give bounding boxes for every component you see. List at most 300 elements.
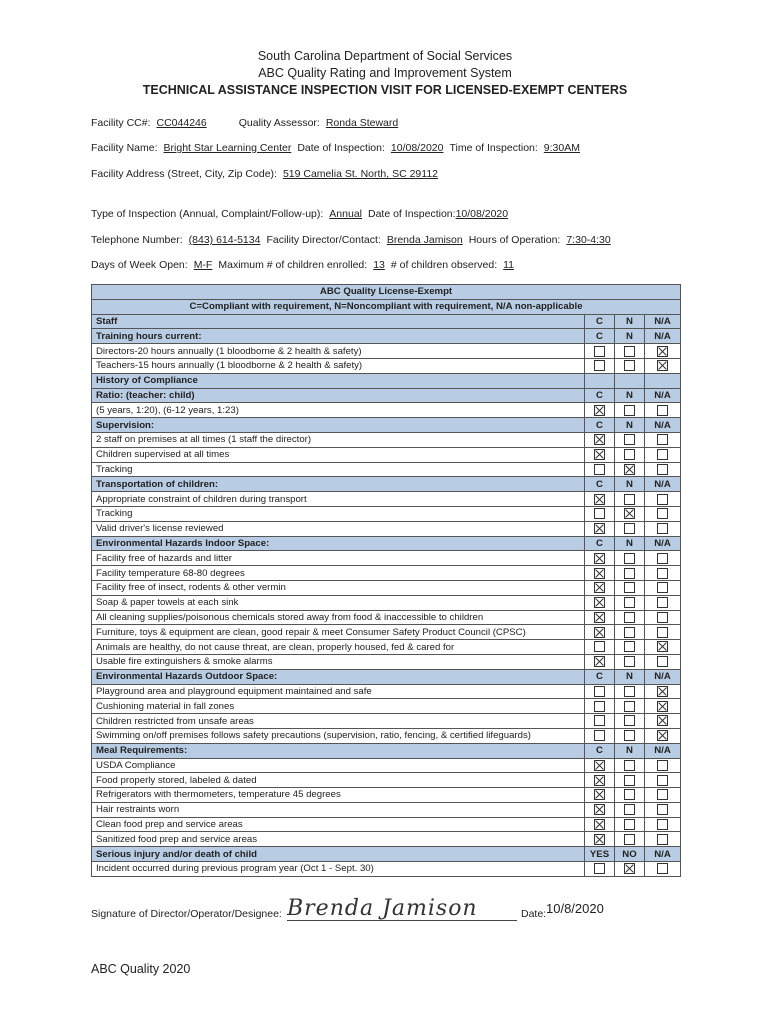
requirement-label: Facility free of hazards and litter — [92, 551, 585, 566]
requirement-label: Furniture, toys & equipment are clean, good repair & meet Consumer Safety Product Council (CPSC) — [92, 625, 585, 640]
checkbox-cell — [645, 625, 681, 640]
table-row — [92, 640, 681, 655]
column-header: N/A — [645, 418, 681, 433]
checkbox-cell — [645, 802, 681, 817]
checkbox-cell — [585, 788, 615, 803]
table-row — [92, 817, 681, 832]
checkbox-cell — [615, 580, 645, 595]
checkbox-unchecked[interactable] — [657, 494, 668, 505]
info-line-1 — [91, 117, 398, 129]
column-header: N — [615, 477, 645, 492]
column-header — [645, 373, 681, 388]
column-header: C — [585, 536, 615, 551]
checkbox-unchecked[interactable] — [624, 597, 635, 608]
checkbox-cell — [585, 551, 615, 566]
checkbox-cell — [645, 832, 681, 847]
checkbox-unchecked[interactable] — [624, 627, 635, 638]
checkbox-unchecked[interactable] — [624, 360, 635, 371]
checkbox-unchecked[interactable] — [657, 464, 668, 475]
checkbox-unchecked[interactable] — [624, 789, 635, 800]
checkbox-unchecked[interactable] — [657, 775, 668, 786]
checkbox-cell — [645, 358, 681, 373]
table-row — [92, 654, 681, 669]
compliance-table — [91, 284, 681, 877]
table-row — [92, 773, 681, 788]
checkbox-unchecked[interactable] — [657, 405, 668, 416]
column-header: N — [615, 329, 645, 344]
checkbox-unchecked[interactable] — [624, 701, 635, 712]
page-footer: ABC Quality 2020 — [91, 962, 191, 976]
table-legend-row — [92, 299, 681, 314]
checkbox-unchecked[interactable] — [624, 730, 635, 741]
checkbox-checked[interactable] — [594, 819, 605, 830]
table-row — [92, 728, 681, 743]
checkbox-unchecked[interactable] — [594, 701, 605, 712]
checkbox-cell — [645, 788, 681, 803]
observed-value: 11 — [503, 259, 515, 271]
checkbox-checked[interactable] — [594, 449, 605, 460]
checkbox-cell — [585, 344, 615, 359]
requirement-label: Incident occurred during previous program year (Oct 1 - Sept. 30) — [92, 862, 585, 877]
checkbox-unchecked[interactable] — [624, 819, 635, 830]
table-row — [92, 595, 681, 610]
checkbox-cell — [585, 492, 615, 507]
checkbox-unchecked[interactable] — [624, 346, 635, 357]
checkbox-checked[interactable] — [594, 494, 605, 505]
checkbox-checked[interactable] — [624, 863, 635, 874]
checkbox-cell — [585, 758, 615, 773]
days-open-label: Days of Week Open: — [91, 259, 188, 271]
checkbox-cell — [615, 699, 645, 714]
checkbox-cell — [585, 714, 615, 729]
column-header: C — [585, 743, 615, 758]
checkbox-unchecked[interactable] — [594, 730, 605, 741]
checkbox-cell — [615, 728, 645, 743]
requirement-label: USDA Compliance — [92, 758, 585, 773]
checkbox-checked[interactable] — [594, 789, 605, 800]
checkbox-cell — [645, 566, 681, 581]
column-header: C — [585, 388, 615, 403]
column-header: NO — [615, 847, 645, 862]
checkbox-cell — [585, 447, 615, 462]
checkbox-checked[interactable] — [594, 804, 605, 815]
info-line-3 — [91, 168, 438, 180]
checkbox-cell — [645, 773, 681, 788]
checkbox-cell — [585, 566, 615, 581]
checkbox-unchecked[interactable] — [594, 863, 605, 874]
requirement-label: Usable fire extinguishers & smoke alarms — [92, 654, 585, 669]
table-row — [92, 447, 681, 462]
section-header-row — [92, 373, 681, 388]
checkbox-unchecked[interactable] — [624, 568, 635, 579]
time-of-inspection-value: 9:30AM — [543, 142, 580, 154]
checkbox-unchecked[interactable] — [624, 686, 635, 697]
checkbox-cell — [585, 625, 615, 640]
checkbox-unchecked[interactable] — [624, 434, 635, 445]
header-agency: South Carolina Department of Social Services — [257, 49, 513, 63]
column-header — [585, 373, 615, 388]
column-header: N/A — [645, 536, 681, 551]
checkbox-unchecked[interactable] — [657, 434, 668, 445]
section-header-row — [92, 847, 681, 862]
section-label: Training hours current: — [92, 329, 585, 344]
info-line-6 — [91, 259, 514, 271]
table-row — [92, 625, 681, 640]
section-header-row — [92, 418, 681, 433]
section-label: History of Compliance — [92, 373, 585, 388]
checkbox-unchecked[interactable] — [624, 775, 635, 786]
column-header: N/A — [645, 669, 681, 684]
director-label: Facility Director/Contact: — [266, 234, 381, 246]
checkbox-cell — [585, 580, 615, 595]
requirement-label: Teachers-15 hours annually (1 bloodborne & 2 health & safety) — [92, 358, 585, 373]
section-label: Ratio: (teacher: child) — [92, 388, 585, 403]
checkbox-cell — [615, 640, 645, 655]
column-header: N — [615, 743, 645, 758]
table-row — [92, 358, 681, 373]
checkbox-unchecked[interactable] — [624, 405, 635, 416]
checkbox-cell — [615, 566, 645, 581]
column-header: N — [615, 388, 645, 403]
inspection-type-value: Annual — [329, 208, 362, 220]
checkbox-cell — [585, 728, 615, 743]
facility-cc-value: CC044246 — [156, 117, 207, 129]
checkbox-checked[interactable] — [594, 775, 605, 786]
phone-label: Telephone Number: — [91, 234, 183, 246]
requirement-label: Appropriate constraint of children during transport — [92, 492, 585, 507]
table-row — [92, 699, 681, 714]
table-row — [92, 462, 681, 477]
requirement-label: All cleaning supplies/poisonous chemicals stored away from food & inaccessible to children — [92, 610, 585, 625]
table-row — [92, 802, 681, 817]
checkbox-cell — [645, 580, 681, 595]
assessor-label: Quality Assessor: — [238, 117, 320, 129]
checkbox-cell — [615, 773, 645, 788]
checkbox-cell — [585, 832, 615, 847]
date-of-inspection-value: 10/08/2020 — [390, 142, 444, 154]
facility-name-value: Bright Star Learning Center — [163, 142, 292, 154]
column-header: N/A — [645, 743, 681, 758]
checkbox-checked[interactable] — [594, 597, 605, 608]
checkbox-cell — [645, 699, 681, 714]
checkbox-checked[interactable] — [657, 641, 668, 652]
checkbox-cell — [645, 551, 681, 566]
checkbox-cell — [615, 358, 645, 373]
checkbox-unchecked[interactable] — [624, 834, 635, 845]
column-header: C — [585, 418, 615, 433]
section-label: Transportation of children: — [92, 477, 585, 492]
checkbox-cell — [585, 358, 615, 373]
checkbox-unchecked[interactable] — [624, 760, 635, 771]
table-row — [92, 832, 681, 847]
column-header: C — [585, 314, 615, 329]
section-label: Staff — [92, 314, 585, 329]
table-title: ABC Quality License-Exempt — [92, 285, 681, 300]
requirement-label: Animals are healthy, do not cause threat, are clean, properly housed, fed & cared for — [92, 640, 585, 655]
column-header: N/A — [645, 314, 681, 329]
checkbox-unchecked[interactable] — [657, 582, 668, 593]
checkbox-cell — [645, 595, 681, 610]
requirement-label: Refrigerators with thermometers, temperature 45 degrees — [92, 788, 585, 803]
assessor-value: Ronda Steward — [325, 117, 399, 129]
table-row — [92, 684, 681, 699]
table-row — [92, 432, 681, 447]
checkbox-checked[interactable] — [594, 612, 605, 623]
section-label: Environmental Hazards Indoor Space: — [92, 536, 585, 551]
checkbox-cell — [585, 403, 615, 418]
checkbox-checked[interactable] — [624, 464, 635, 475]
inspection-type-label: Type of Inspection (Annual, Complaint/Follow-up): — [91, 208, 324, 220]
checkbox-cell — [645, 640, 681, 655]
info-line-2 — [91, 142, 580, 154]
address-value: 519 Camelia St. North, SC 29112 — [282, 168, 439, 180]
date-of-inspection-label: Date of Inspection: — [297, 142, 385, 154]
checkbox-cell — [615, 714, 645, 729]
checkbox-cell — [645, 447, 681, 462]
checkbox-cell — [615, 492, 645, 507]
requirement-label: Directors-20 hours annually (1 bloodborne & 2 health & safety) — [92, 344, 585, 359]
checkbox-cell — [585, 595, 615, 610]
column-header: N — [615, 536, 645, 551]
column-header: YES — [585, 847, 615, 862]
section-header-row — [92, 329, 681, 344]
requirement-label: Cushioning material in fall zones — [92, 699, 585, 714]
checkbox-unchecked[interactable] — [657, 863, 668, 874]
checkbox-unchecked[interactable] — [624, 553, 635, 564]
checkbox-unchecked[interactable] — [657, 760, 668, 771]
checkbox-checked[interactable] — [657, 346, 668, 357]
checkbox-unchecked[interactable] — [657, 597, 668, 608]
header-system: ABC Quality Rating and Improvement System — [258, 66, 512, 80]
checkbox-cell — [645, 403, 681, 418]
checkbox-unchecked[interactable] — [624, 656, 635, 667]
column-header: N/A — [645, 388, 681, 403]
checkbox-cell — [585, 462, 615, 477]
table-row — [92, 492, 681, 507]
section-header-row — [92, 388, 681, 403]
checkbox-cell — [585, 506, 615, 521]
checkbox-cell — [645, 862, 681, 877]
signature-date-value: 10/8/2020 — [546, 901, 604, 916]
section-header-row — [92, 743, 681, 758]
section-label: Serious injury and/or death of child — [92, 847, 585, 862]
checkbox-unchecked[interactable] — [624, 804, 635, 815]
requirement-label: Food properly stored, labeled & dated — [92, 773, 585, 788]
checkbox-unchecked[interactable] — [657, 627, 668, 638]
table-row — [92, 403, 681, 418]
checkbox-cell — [615, 758, 645, 773]
checkbox-unchecked[interactable] — [657, 612, 668, 623]
checkbox-unchecked[interactable] — [624, 612, 635, 623]
checkbox-cell — [615, 344, 645, 359]
checkbox-unchecked[interactable] — [657, 449, 668, 460]
section-header-row — [92, 477, 681, 492]
hours-value: 7:30-4:30 — [566, 234, 611, 246]
checkbox-unchecked[interactable] — [594, 346, 605, 357]
enrolled-label: Maximum # of children enrolled: — [218, 259, 368, 271]
signature-handwriting: Brenda Jamison — [287, 896, 478, 921]
checkbox-unchecked[interactable] — [624, 582, 635, 593]
column-header: C — [585, 669, 615, 684]
checkbox-checked[interactable] — [657, 701, 668, 712]
checkbox-unchecked[interactable] — [657, 819, 668, 830]
checkbox-unchecked[interactable] — [594, 641, 605, 652]
column-header: N/A — [645, 847, 681, 862]
checkbox-unchecked[interactable] — [657, 804, 668, 815]
checkbox-unchecked[interactable] — [657, 553, 668, 564]
checkbox-cell — [615, 625, 645, 640]
column-header: C — [585, 329, 615, 344]
checkbox-cell — [615, 788, 645, 803]
requirement-label: Valid driver's license reviewed — [92, 521, 585, 536]
checkbox-cell — [645, 684, 681, 699]
checkbox-cell — [645, 462, 681, 477]
table-row — [92, 506, 681, 521]
checkbox-unchecked[interactable] — [594, 360, 605, 371]
checkbox-checked[interactable] — [594, 405, 605, 416]
checkbox-cell — [615, 610, 645, 625]
table-title-row — [92, 285, 681, 300]
requirement-label: Facility temperature 68-80 degrees — [92, 566, 585, 581]
checkbox-cell — [615, 862, 645, 877]
checkbox-cell — [645, 344, 681, 359]
checkbox-cell — [615, 684, 645, 699]
checkbox-cell — [615, 403, 645, 418]
requirement-label: Tracking — [92, 506, 585, 521]
checkbox-cell — [645, 432, 681, 447]
checkbox-checked[interactable] — [594, 568, 605, 579]
hours-label: Hours of Operation: — [468, 234, 561, 246]
signature-line — [287, 920, 517, 921]
checkbox-cell — [585, 802, 615, 817]
observed-label: # of children observed: — [390, 259, 498, 271]
checkbox-unchecked[interactable] — [624, 494, 635, 505]
checkbox-cell — [615, 832, 645, 847]
info-line-5 — [91, 234, 611, 246]
checkbox-checked[interactable] — [594, 656, 605, 667]
checkbox-cell — [645, 492, 681, 507]
checkbox-cell — [615, 447, 645, 462]
checkbox-checked[interactable] — [657, 360, 668, 371]
checkbox-checked[interactable] — [594, 834, 605, 845]
checkbox-unchecked[interactable] — [624, 449, 635, 460]
facility-name-label: Facility Name: — [91, 142, 158, 154]
checkbox-cell — [645, 758, 681, 773]
checkbox-cell — [645, 714, 681, 729]
checkbox-checked[interactable] — [657, 686, 668, 697]
table-row — [92, 758, 681, 773]
requirement-label: Playground area and playground equipment maintained and safe — [92, 684, 585, 699]
checkbox-unchecked[interactable] — [624, 523, 635, 534]
checkbox-checked[interactable] — [657, 715, 668, 726]
requirement-label: Tracking — [92, 462, 585, 477]
table-row — [92, 610, 681, 625]
table-row — [92, 551, 681, 566]
column-header: N/A — [645, 329, 681, 344]
column-header — [615, 373, 645, 388]
enrolled-value: 13 — [373, 259, 385, 271]
checkbox-cell — [615, 595, 645, 610]
checkbox-cell — [645, 610, 681, 625]
table-row — [92, 862, 681, 877]
column-header: N — [615, 669, 645, 684]
header-form-title: TECHNICAL ASSISTANCE INSPECTION VISIT FOR LICENSED-EXEMPT CENTERS — [142, 83, 628, 97]
checkbox-unchecked[interactable] — [624, 715, 635, 726]
checkbox-unchecked[interactable] — [594, 715, 605, 726]
column-header: C — [585, 477, 615, 492]
checkbox-unchecked[interactable] — [624, 641, 635, 652]
column-header: N — [615, 418, 645, 433]
requirement-label: Swimming on/off premises follows safety precautions (supervision, ratio, fencing, & certified lifeguards) — [92, 728, 585, 743]
requirement-label: Facility free of insect, rodents & other vermin — [92, 580, 585, 595]
checkbox-unchecked[interactable] — [594, 508, 605, 519]
checkbox-checked[interactable] — [624, 508, 635, 519]
checkbox-cell — [585, 640, 615, 655]
requirement-label: Hair restraints worn — [92, 802, 585, 817]
checkbox-cell — [645, 654, 681, 669]
checkbox-unchecked[interactable] — [594, 464, 605, 475]
signature-date-label: Date: — [521, 908, 547, 920]
table-row — [92, 566, 681, 581]
table-row — [92, 344, 681, 359]
requirement-label: Soap & paper towels at each sink — [92, 595, 585, 610]
checkbox-unchecked[interactable] — [657, 508, 668, 519]
checkbox-cell — [585, 521, 615, 536]
date-of-inspection-2-label: Date of Inspection: — [368, 208, 456, 220]
requirement-label: Children restricted from unsafe areas — [92, 714, 585, 729]
checkbox-cell — [615, 551, 645, 566]
checkbox-checked[interactable] — [594, 760, 605, 771]
checkbox-cell — [615, 432, 645, 447]
section-label: Environmental Hazards Outdoor Space: — [92, 669, 585, 684]
checkbox-checked[interactable] — [594, 582, 605, 593]
days-open-value: M-F — [193, 259, 213, 271]
info-line-4 — [91, 208, 508, 220]
checkbox-cell — [645, 817, 681, 832]
section-header-row — [92, 536, 681, 551]
checkbox-cell — [645, 506, 681, 521]
requirement-label: Clean food prep and service areas — [92, 817, 585, 832]
checkbox-unchecked[interactable] — [657, 789, 668, 800]
time-of-inspection-label: Time of Inspection: — [449, 142, 538, 154]
address-label: Facility Address (Street, City, Zip Code): — [91, 168, 277, 180]
checkbox-checked[interactable] — [594, 627, 605, 638]
checkbox-checked[interactable] — [594, 523, 605, 534]
requirement-label: Children supervised at all times — [92, 447, 585, 462]
checkbox-checked[interactable] — [594, 553, 605, 564]
checkbox-unchecked[interactable] — [594, 686, 605, 697]
checkbox-unchecked[interactable] — [657, 568, 668, 579]
table-row — [92, 521, 681, 536]
checkbox-cell — [585, 432, 615, 447]
requirement-label: Sanitized food prep and service areas — [92, 832, 585, 847]
column-header: N — [615, 314, 645, 329]
date-of-inspection-2-value: 10/08/2020 — [455, 208, 509, 220]
facility-cc-label: Facility CC#: — [91, 117, 151, 129]
table-row — [92, 714, 681, 729]
checkbox-checked[interactable] — [594, 434, 605, 445]
section-header-row — [92, 314, 681, 329]
signature-label: Signature of Director/Operator/Designee: — [91, 908, 282, 920]
checkbox-unchecked[interactable] — [657, 523, 668, 534]
requirement-label: (5 years, 1:20), (6-12 years, 1:23) — [92, 403, 585, 418]
checkbox-unchecked[interactable] — [657, 656, 668, 667]
checkbox-checked[interactable] — [657, 730, 668, 741]
checkbox-cell — [645, 728, 681, 743]
phone-value: (843) 614-5134 — [188, 234, 261, 246]
checkbox-cell — [615, 802, 645, 817]
checkbox-unchecked[interactable] — [657, 834, 668, 845]
